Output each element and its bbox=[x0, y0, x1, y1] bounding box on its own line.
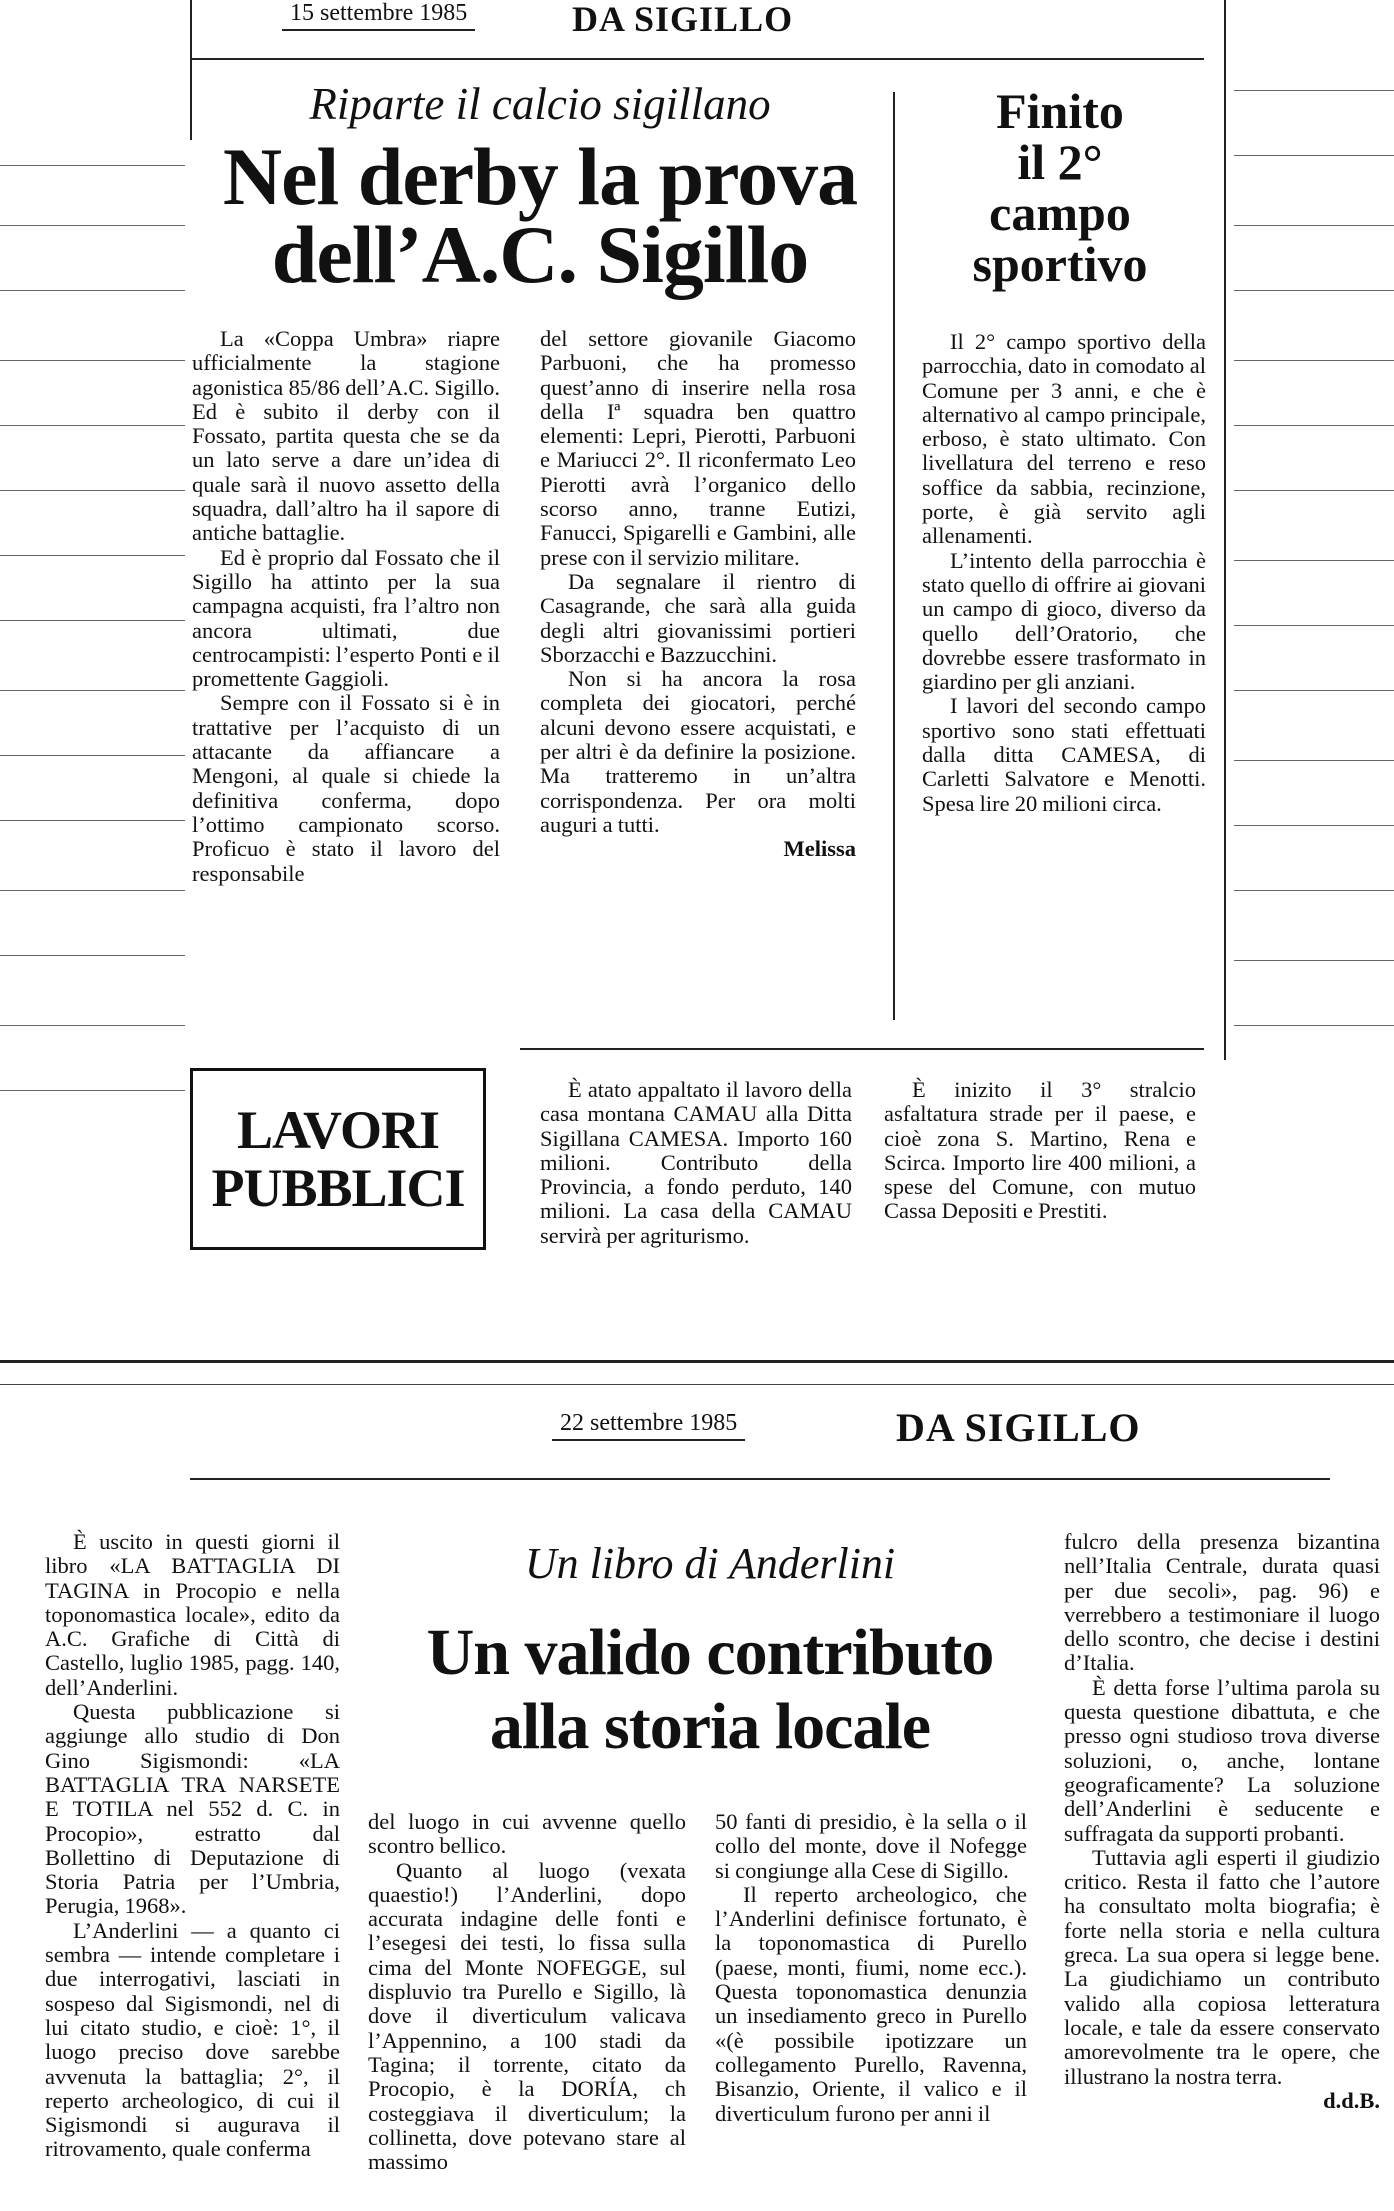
paragraph: Ed è proprio dal Fossato che il Sigillo ha attinto per la sua campagna acquisti, fra l’altro non ancora ultimati, due centrocampisti: l’esperto Ponti e il promettente Gaggioli. bbox=[192, 544, 500, 692]
bottom-masthead: DA SIGILLO bbox=[896, 1405, 1141, 1450]
paragraph: È atato appaltato il lavoro della casa montana CAMAU alla Ditta Sigillana CAMESA. Importo 160 milioni. Contributo della Provincia, a fondo perduto, 140 milioni. La casa della CAMAU servirà per agriturismo. bbox=[540, 1077, 852, 1248]
top-masthead: DA SIGILLO bbox=[572, 0, 794, 39]
paragraph: Il reperto archeologico, che l’Anderlini definisce fortunato, è la toponomastica di Purello (paese, monti, fiumi, nome ecc.). Questa toponomastica denunzia un insediamento greco in Purello «(è possibile ipotizzare un collegamento Purello, Ravenna, Bisanzio, Oriente, il valico e il diverticulum furono per anni il bbox=[715, 1881, 1027, 2126]
paragraph: Non si ha ancora la rosa completa dei giocatori, perché alcuni devono essere acquistati, e per altri è da definire la posizione. Ma tratteremo in un’altra corrispondenza. Per ora molti auguri a tutti. bbox=[540, 666, 856, 837]
lavori-box-line1: LAVORI bbox=[237, 1099, 439, 1160]
top-date: 15 settembre 1985 bbox=[282, 0, 475, 31]
paragraph: 50 fanti di presidio, è la sella o il collo del monte, dove il Nofegge si congiunge alla Cese di Sigillo. bbox=[715, 1809, 1027, 1883]
bottom-header-rule bbox=[190, 1478, 1330, 1480]
sidebar-title bbox=[900, 83, 1220, 292]
bottom-date: 22 settembre 1985 bbox=[552, 1410, 745, 1441]
lavori-col2 bbox=[884, 1078, 1196, 1224]
bottom-right-col bbox=[1064, 1530, 1380, 2113]
top-headline bbox=[190, 131, 890, 300]
bottom-mid-col2 bbox=[715, 1810, 1027, 2126]
bottom-signature: d.d.B. bbox=[1323, 2087, 1380, 2113]
page-right-rule bbox=[1224, 0, 1226, 1060]
sidebar-col bbox=[922, 330, 1206, 816]
top-bottom-rule bbox=[520, 1048, 1204, 1050]
top-article-col1 bbox=[192, 327, 500, 886]
bottom-kicker: Un libro di Anderlini bbox=[524, 1539, 896, 1588]
top-headline-line2: dell’A.C. Sigillo bbox=[271, 208, 809, 300]
bottom-headline-line2: alla storia locale bbox=[489, 1689, 931, 1763]
paragraph: Quanto al luogo (vexata quaestio!) l’Anderlini, dopo accurata indagine delle fonti e l’esegesi dei testi, lo fissa sulla cima del Monte NOFEGGE, sul displuvio tra Purello e Sigillo, là dove il diverticulum valicava l’Appennino, a 100 stadi da Tagina; il torrente, citato da Procopio, è la DORÍA, ch costeggiava il diverticulum; la collinetta, dove potevano stare al massimo bbox=[368, 1857, 686, 2175]
sidebar-title-line1: Finito bbox=[996, 83, 1124, 139]
sidebar-title-line4: sportivo bbox=[972, 236, 1148, 292]
paragraph: È inizito il 3° stralcio asfaltatura strade per il paese, e cioè zona S. Martino, Rena e Scirca. Importo lire 400 milioni, a spese del Comune, con mutuo Cassa Depositi e Prestiti. bbox=[884, 1077, 1196, 1224]
top-kicker: Riparte il calcio sigillano bbox=[309, 79, 771, 129]
top-signature: Melissa bbox=[783, 836, 856, 862]
top-headline-line1: Nel derby la prova bbox=[222, 131, 858, 222]
paragraph: Da segnalare il rientro di Casagrande, che sarà alla guida degli altri giovanissimi portieri Sborzacchi e Bazzucchini. bbox=[540, 568, 856, 667]
paragraph: È detta forse l’ultima parola su questa questione dibattuta, e che presso ogni studioso trova diverse soluzioni, o, anche, lontane geograficamente? La soluzione dell’Anderlini è seducente e suffragata da supporti probanti. bbox=[1064, 1674, 1380, 1846]
paragraph: Questa pubblicazione si aggiunge allo studio di Don Gino Sigismondi: «LA BATTAGLIA TRA NARSETE E TOTILA nel 552 d. C. in Procopio», estratto dal Bollettino di Deputazione di Storia Patria per l’Umbria, Perugia, 1968». bbox=[45, 1699, 340, 1919]
bottom-mid-col1 bbox=[368, 1810, 686, 2174]
paragraph: fulcro della presenza bizantina nell’Italia Centrale, durata quasi per due secoli», pag. 96) e verrebbero a testimoniare il luogo dello scontro, che decise i destini d’Italia. bbox=[1064, 1529, 1380, 1676]
top-rule bbox=[192, 58, 1204, 60]
paragraph: Il 2° campo sportivo della parrocchia, dato in comodato al Comune per 3 anni, e che è alternativo al campo principale, erboso, è stato ultimato. Con livellatura del terreno e reso soffice da sabbia, recinzione, porte, è già servito agli allenamenti. bbox=[922, 329, 1206, 549]
bottom-left-col bbox=[45, 1530, 340, 2162]
paragraph: del luogo in cui avvenne quello scontro bellico. bbox=[368, 1809, 686, 1859]
lavori-box-line2: PUBBLICI bbox=[211, 1158, 465, 1218]
paragraph: del settore giovanile Giacomo Parbuoni, che ha promesso quest’anno di inserire nella rosa della Iª squadra ben quattro elementi: Lepri, Pierotti, Parbuoni e Mariucci 2°. Il riconfermato Leo Pierotti avrà l’organico dello scorso anno, tranne Eutizi, Fanucci, Spigarelli e Gambini, alle prese con il servizio militare. bbox=[540, 326, 856, 570]
bottom-headline-line1: Un valido contributo bbox=[426, 1616, 994, 1689]
paragraph: I lavori del secondo campo sportivo sono stati effettuati dalla ditta CAMESA, di Carletti Salvatore e Menotti. Spesa lire 20 milioni circa. bbox=[922, 693, 1206, 816]
paragraph: La «Coppa Umbra» riapre ufficialmente la stagione agonistica 85/86 dell’A.C. Sigillo. Ed è subito il derby con il Fossato, partita questa che se da un lato serve a dare un’idea di quale sarà il nuovo assetto della squadra, dall’altro ha il sapore di antiche battaglie. bbox=[192, 326, 500, 546]
lavori-col1 bbox=[540, 1078, 852, 1248]
top-article-col2 bbox=[540, 327, 856, 862]
clipping-separator bbox=[0, 1360, 1394, 1363]
paragraph: L’Anderlini — a quanto ci sembra — intende completare i due interrogativi, lasciati in sospeso dal Sigismondi, nel di lui citato studio, e cioè: 1°, il luogo preciso dove sarebbe avvenuta la battaglia; 2°, il reperto archeologico, di cui il Sigismondi si augurava il ritrovamento, quale conferma bbox=[45, 1917, 340, 2162]
paragraph: Tuttavia agli esperti il giudizio critico. Resta il fatto che l’autore ha consultato molta biografia; è forte nella storia e nella cultura greca. La sua opera si legge bene. La giudichiamo un contributo valido alla copiosa letteratura locale, e tale da essere conservato amorevolmente tra le opere, che illustrano la nostra terra. bbox=[1064, 1844, 1380, 2089]
sidebar-title-line3: campo bbox=[989, 185, 1131, 241]
paragraph: Sempre con il Fossato si è in trattative per l’acquisto di un attacante da affiancare a Mengoni, al quale si chiede la definitiva conferma, dopo l’ottimo campionato scorso. Proficuo è stato il lavoro del responsabile bbox=[192, 690, 500, 886]
sidebar-title-line2: il 2° bbox=[1017, 134, 1103, 190]
clipping-separator-thin bbox=[0, 1384, 1394, 1385]
sidebar-divider bbox=[893, 92, 895, 1020]
paragraph: L’intento della parrocchia è stato quello di offrire ai giovani un campo di gioco, diverso da quello dell’Oratorio, che dovrebbe essere trasformato in giardino per gli anziani. bbox=[922, 547, 1206, 695]
bottom-headline bbox=[360, 1616, 1060, 1764]
paragraph: È uscito in questi giorni il libro «LA BATTAGLIA DI TAGINA in Procopio e nella toponomastica locale», edito da A.C. Grafiche di Città di Castello, luglio 1985, pagg. 140, dell’Anderlini. bbox=[45, 1529, 340, 1700]
lavori-pubblici-box bbox=[190, 1068, 486, 1250]
